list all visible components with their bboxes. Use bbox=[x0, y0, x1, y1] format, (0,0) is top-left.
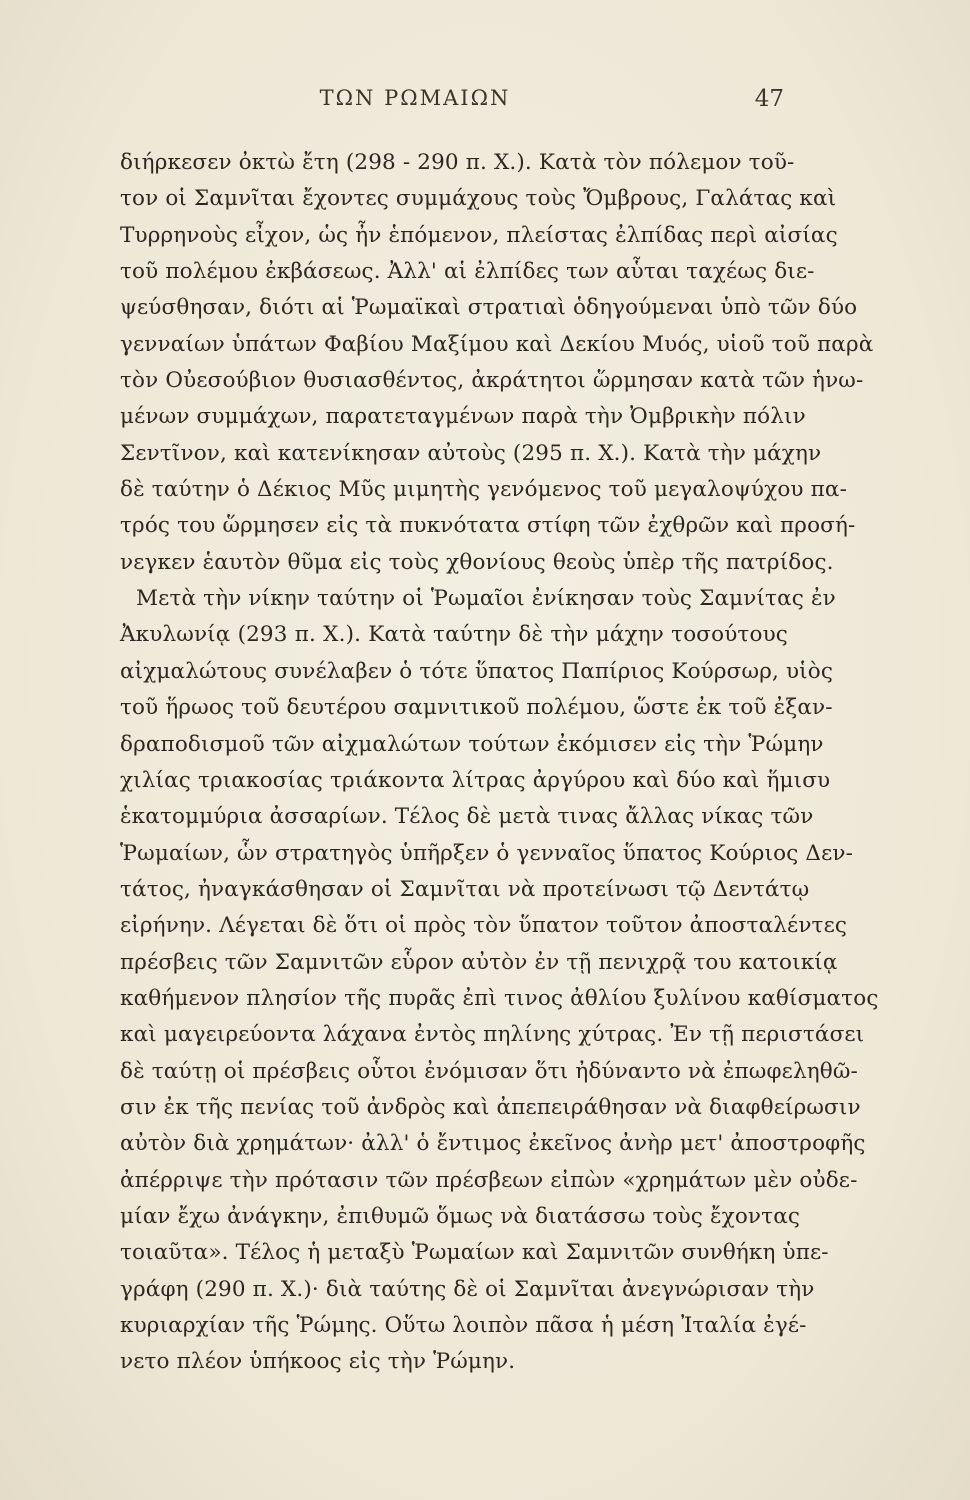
text-line: σιν ἐκ τῆς πενίας τοῦ ἀνδρὸς καὶ ἀπεπειράθησαν νὰ διαφθείρωσιν bbox=[120, 1094, 861, 1120]
text-line: Ῥωμαίων, ὧν στρατηγὸς ὑπῆρξεν ὁ γενναῖος ὕπατος Κούριος Δεν- bbox=[120, 840, 853, 866]
text-line: πρέσβεις τῶν Σαμνιτῶν εὗρον αὐτὸν ἐν τῇ πενιχρᾷ του κατοικίᾳ bbox=[120, 949, 838, 975]
text-line: Μετὰ τὴν νίκην ταύτην οἱ Ῥωμαῖοι ἐνίκησαν τοὺς Σαμνίτας ἐν bbox=[136, 586, 836, 612]
text-line: Τυρρηνοὺς εἶχον, ὡς ἦν ἑπόμενον, πλείστας ἐλπίδας περὶ αἰσίας bbox=[120, 222, 838, 248]
text-line: τάτος, ἠναγκάσθησαν οἱ Σαμνῖται νὰ προτείνωσι τῷ Δεντάτῳ bbox=[120, 876, 810, 902]
text-line: αὐτὸν διὰ χρημάτων· ἀλλ' ὁ ἔντιμος ἐκεῖνος ἀνὴρ μετ' ἀποστροφῆς bbox=[120, 1131, 866, 1157]
page-number: 47 bbox=[754, 86, 784, 112]
text-line: μένων συμμάχων, παρατεταγμένων παρὰ τὴν Ὀμβρικὴν πόλιν bbox=[120, 404, 806, 430]
text-line: τρός του ὥρμησεν εἰς τὰ πυκνότατα στίφη τῶν ἐχθρῶν καὶ προσή- bbox=[120, 513, 856, 539]
text-line: αἰχμαλώτους συνέλαβεν ὁ τότε ὕπατος Παπίριος Κούρσωρ, υἱὸς bbox=[120, 658, 834, 684]
text-line: ἑκατομμύρια ἀσσαρίων. Τέλος δὲ μετὰ τινας ἄλλας νίκας τῶν bbox=[120, 804, 814, 830]
text-line: καθήμενον πλησίον τῆς πυρᾶς ἐπὶ τινος ἀθλίου ξυλίνου καθίσματος bbox=[120, 985, 879, 1011]
text-line: ἀπέρριψε τὴν πρότασιν τῶν πρέσβεων εἰπὼν «χρημάτων μὲν οὐδε- bbox=[120, 1167, 858, 1193]
text-line: δὲ ταύτην ὁ Δέκιος Μῦς μιμητὴς γενόμενος τοῦ μεγαλοψύχου πα- bbox=[120, 477, 847, 503]
text-line: χιλίας τριακοσίας τριάκοντα λίτρας ἀργύρου καὶ δύο καὶ ἥμισυ bbox=[120, 767, 831, 793]
text-line: δραποδισμοῦ τῶν αἰχμαλώτων τούτων ἐκόμισεν εἰς τὴν Ῥώμην bbox=[120, 731, 824, 757]
text-line: τοῦ πολέμου ἐκβάσεως. Ἀλλ' αἱ ἐλπίδες των αὗται ταχέως διε- bbox=[120, 259, 815, 285]
running-title: ΤΩΝ ΡΩΜΑΙΩΝ bbox=[319, 86, 511, 110]
text-line: δὲ ταύτῃ οἱ πρέσβεις οὗτοι ἐνόμισαν ὅτι ἠδύναντο νὰ ἐπωφεληθῶ- bbox=[120, 1058, 858, 1084]
text-line: Ἀκυλωνίᾳ (293 π. Χ.). Κατὰ ταύτην δὲ τὴν μάχην τοσούτους bbox=[120, 622, 788, 648]
body-text bbox=[120, 145, 879, 1381]
text-line: κυριαρχίαν τῆς Ῥώμης. Οὕτω λοιπὸν πᾶσα ἡ μέση Ἰταλία ἐγέ- bbox=[120, 1313, 807, 1338]
text-line: νεγκεν ἑαυτὸν θῦμα εἰς τοὺς χθονίους θεοὺς ὑπὲρ τῆς πατρίδος. bbox=[120, 549, 834, 575]
text-line: τοῦ ἥρωος τοῦ δευτέρου σαμνιτικοῦ πολέμου, ὥστε ἐκ τοῦ ἐξαν- bbox=[120, 695, 833, 721]
text-line: τὸν Οὐεσούβιον θυσιασθέντος, ἀκράτητοι ὥρμησαν κατὰ τῶν ἡνω- bbox=[120, 368, 864, 394]
text-line: τοιαῦτα». Τέλος ἡ μεταξὺ Ῥωμαίων καὶ Σαμνιτῶν συνθήκη ὑπε- bbox=[120, 1240, 829, 1266]
text-line: μίαν ἔχω ἀνάγκην, ἐπιθυμῶ ὅμως νὰ διατάσσω τοὺς ἔχοντας bbox=[120, 1203, 801, 1229]
text-line: διήρκεσεν ὀκτὼ ἔτη (298 - 290 π. Χ.). Κατὰ τὸν πόλεμον τοῦ- bbox=[120, 150, 795, 175]
text-line: εἰρήνην. Λέγεται δὲ ὅτι οἱ πρὸς τὸν ὕπατον τοῦτον ἀποσταλέντες bbox=[120, 913, 848, 939]
page-header bbox=[0, 86, 970, 120]
text-line: γράφη (290 π. Χ.)· διὰ ταύτης δὲ οἱ Σαμνῖται ἀνεγνώρισαν τὴν bbox=[120, 1276, 815, 1302]
text-line: Σεντῖνον, καὶ κατενίκησαν αὐτοὺς (295 π. Χ.). Κατὰ τὴν μάχην bbox=[120, 440, 822, 466]
text-line: γενναίων ὑπάτων Φαβίου Μαξίμου καὶ Δεκίου Μυός, υἱοῦ τοῦ παρὰ bbox=[120, 331, 874, 357]
text-line: ψεύσθησαν, διότι αἱ Ῥωμαϊκαὶ στρατιαὶ ὁδηγούμεναι ὑπὸ τῶν δύο bbox=[120, 295, 858, 321]
text-line: καὶ μαγειρεύοντα λάχανα ἐντὸς πηλίνης χύτρας. Ἐν τῇ περιστάσει bbox=[120, 1022, 865, 1048]
text-line: νετο πλέον ὑπήκοος εἰς τὴν Ῥώμην. bbox=[120, 1349, 516, 1375]
text-line: τον οἱ Σαμνῖται ἔχοντες συμμάχους τοὺς Ὄμβρους, Γαλάτας καὶ bbox=[120, 186, 837, 212]
